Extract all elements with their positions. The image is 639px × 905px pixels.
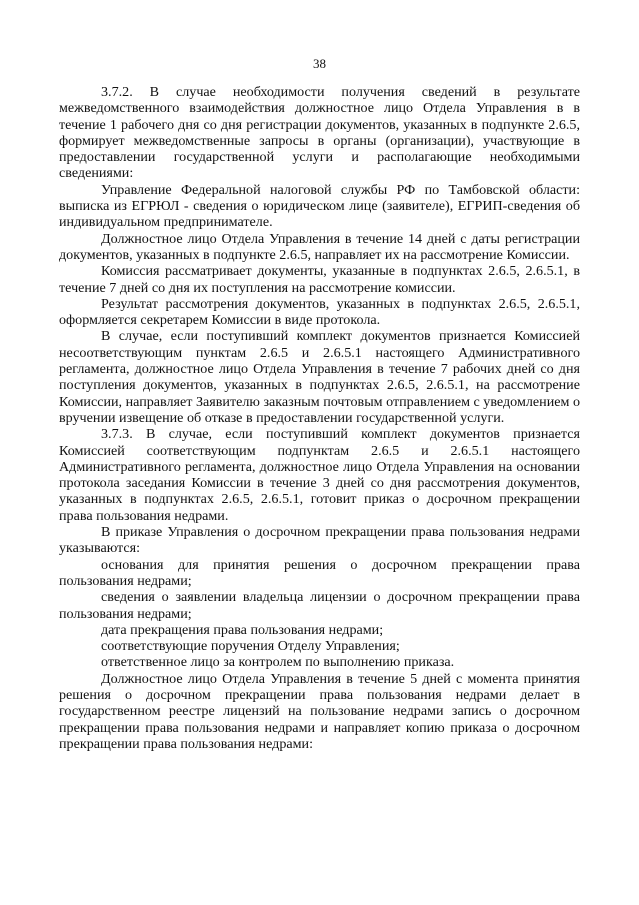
paragraph-tax-service: Управление Федеральной налоговой службы РФ по Тамбовской области: выписка из ЕГРЮЛ - сведения о юридическом лице (заявителе), ЕГРИП-сведения об индивидуальном предпринимателе.	[59, 181, 580, 231]
paragraph-3-7-2: 3.7.2. В случае необходимости получения сведений в результате межведомственного взаимодействия должностное лицо Отдела Управления в в течение 1 рабочего дня со дня регистрации документов, указанных в подпункте 2.6.5, формирует межведомственные запросы в органы (организации), участвующие в предоставлении государственной услуги и располагающие необходимыми сведениями:	[59, 84, 580, 182]
paragraph-review-result: Результат рассмотрения документов, указанных в подпунктах 2.6.5, 2.6.5.1, оформляется секретарем Комиссии в виде протокола.	[59, 295, 580, 329]
list-item-instructions: соответствующие поручения Отделу Управления;	[101, 638, 400, 655]
paragraph-commission-review: Комиссия рассматривает документы, указанные в подпунктах 2.6.5, 2.6.5.1, в течение 7 дней со дня их поступления на рассмотрение комиссии.	[59, 263, 580, 296]
paragraph-14-days: Должностное лицо Отдела Управления в течение 14 дней с даты регистрации документов, указанных в подпункте 2.6.5, направляет их на рассмотрение Комиссии.	[59, 230, 580, 263]
paragraph-order-contents: В приказе Управления о досрочном прекращении права пользования недрами указываются:	[59, 524, 580, 557]
list-item-responsible-person: ответственное лицо за контролем по выполнению приказа.	[101, 654, 455, 671]
paragraph-refusal: В случае, если поступивший комплект документов признается Комиссией несоответствующим пунктам 2.6.5 и 2.6.5.1 настоящего Административного регламента, должностное лицо Отдела Управления в течение 7 рабочих дней со дня поступления документов, указанных в подпунктах 2.6.5, 2.6.5.1, на рассмотрение Комиссии, направляет Заявителю заказным почтовым отправлением с уведомлением о вручении извещение об отказе в предоставлении государственной услуги.	[59, 328, 580, 426]
page-number: 38	[313, 56, 326, 71]
document-body	[59, 84, 580, 752]
list-item-termination-date: дата прекращения права пользования недрами;	[101, 621, 384, 638]
paragraph-3-7-3: 3.7.3. В случае, если поступивший комплект документов признается Комиссией соответствующим подпунктам 2.6.5 и 2.6.5.1 настоящего Административного регламента, должностное лицо Отдела Управления на основании протокола заседания Комиссии в течение 3 дней со дня рассмотрения документов, указанных в подпунктах 2.6.5, 2.6.5.1, готовит приказ о досрочном прекращении права пользования недрами.	[59, 426, 580, 524]
paragraph-registry-entry: Должностное лицо Отдела Управления в течение 5 дней с момента принятия решения о досрочном прекращении права пользования недрами делает в государственном реестре лицензий на пользование недрами запись о досрочном прекращении права пользования недрами и направляет копию приказа о досрочном прекращении права пользования недрами:	[59, 670, 580, 752]
list-item-application-info: сведения о заявлении владельца лицензии о досрочном прекращении права пользования недрами;	[59, 589, 580, 622]
list-item-grounds: основания для принятия решения о досрочном прекращении права пользования недрами;	[59, 556, 580, 589]
